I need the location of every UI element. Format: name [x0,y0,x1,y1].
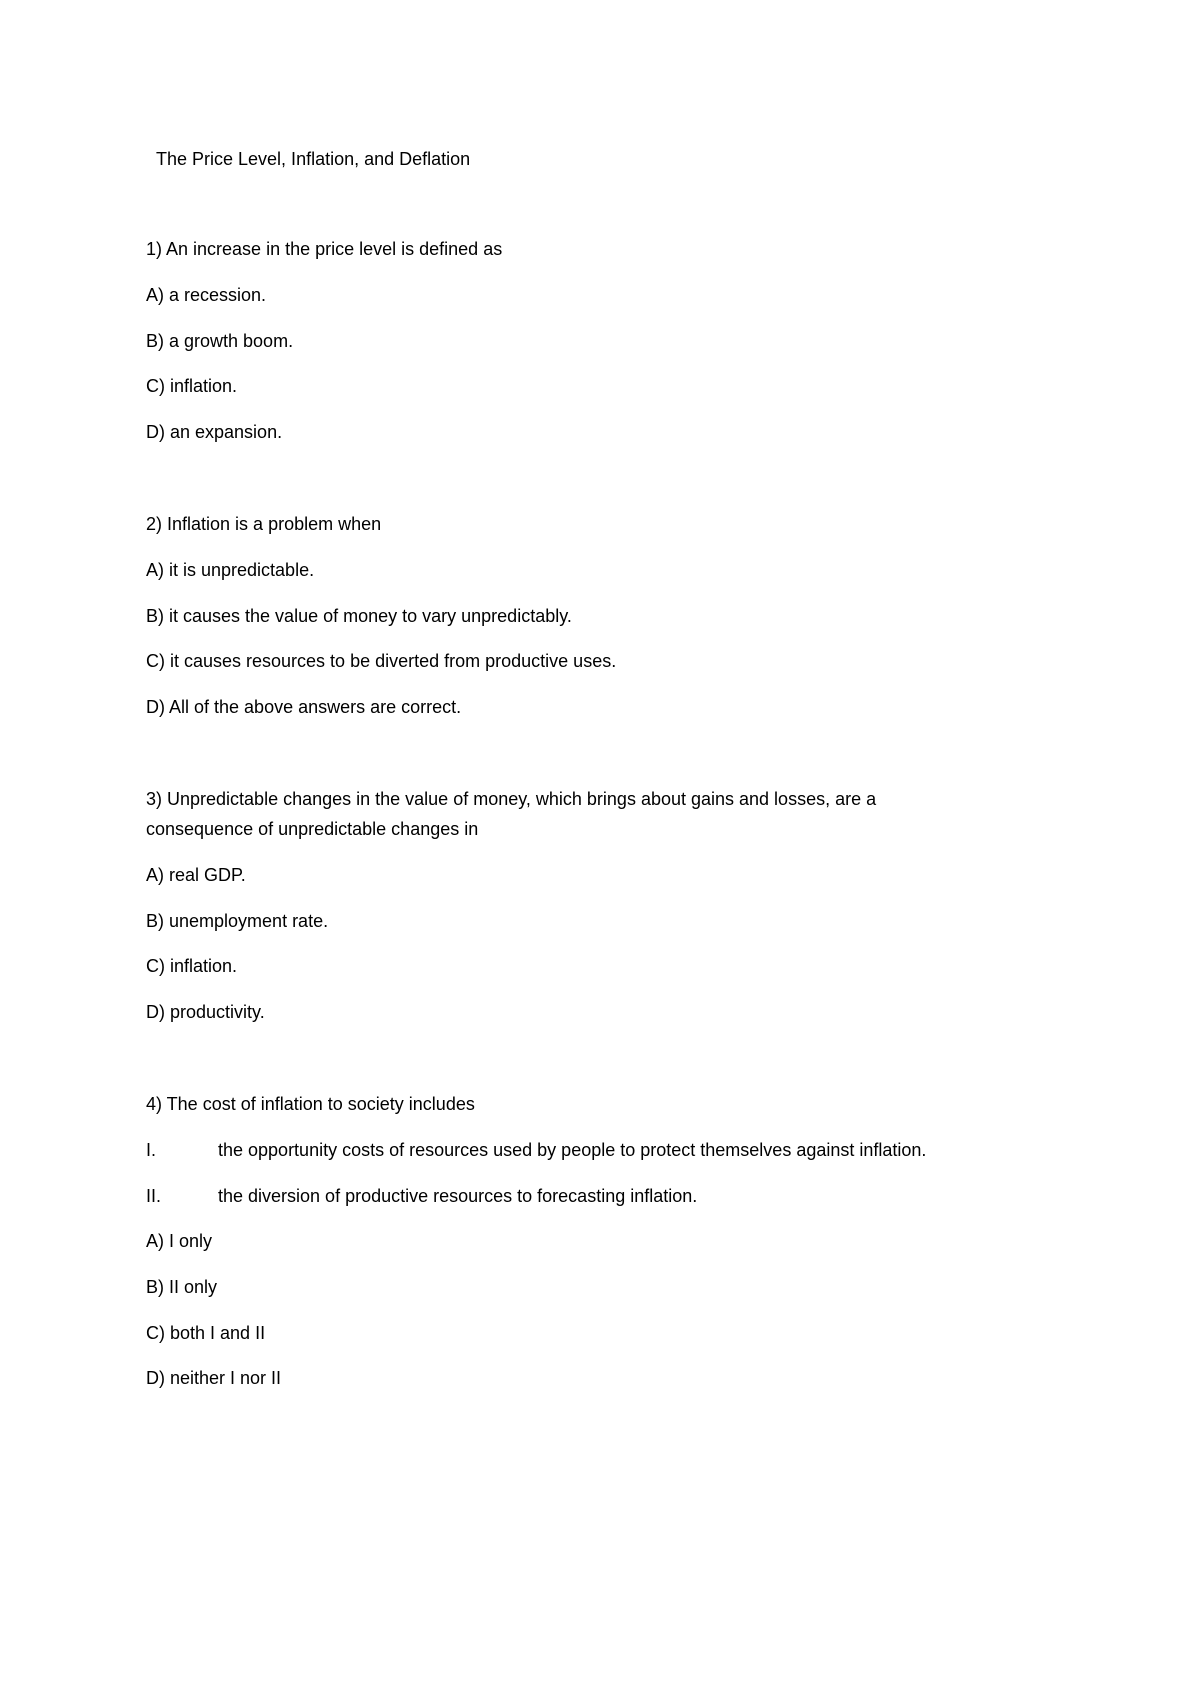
question-4-option-c: C) both I and II [146,1323,266,1343]
question-1-stem: 1) An increase in the price level is defined as [146,239,503,259]
question-4-option-a: A) I only [146,1231,213,1251]
question-4-statement-1-text: the opportunity costs of resources used by people to protect themselves against inflation. [218,1140,927,1160]
question-2-stem: 2) Inflation is a problem when [146,514,382,534]
question-2-option-c: C) it causes resources to be diverted from productive uses. [146,651,617,671]
question-4-statement-2-number: II. [146,1186,162,1206]
question-3-option-b: B) unemployment rate. [146,911,329,931]
question-3-option-d: D) productivity. [146,1002,265,1022]
question-4-option-d: D) neither I nor II [146,1368,282,1388]
question-4-statement-2-text: the diversion of productive resources to forecasting inflation. [218,1186,698,1206]
question-4-option-b: B) II only [146,1277,218,1297]
question-1-option-b: B) a growth boom. [146,331,294,351]
question-2-option-a: A) it is unpredictable. [146,560,315,580]
question-4-statement-1-number: I. [146,1140,157,1160]
question-3-option-c: C) inflation. [146,956,238,976]
question-2-option-d: D) All of the above answers are correct. [146,697,462,717]
question-3-option-a: A) real GDP. [146,865,246,885]
question-3-stem-line-1: 3) Unpredictable changes in the value of money, which brings about gains and losses, are a [146,789,877,809]
question-2-option-b: B) it causes the value of money to vary unpredictably. [146,606,572,626]
question-1-option-a: A) a recession. [146,285,267,305]
question-3-stem-line-2: consequence of unpredictable changes in [146,819,479,839]
question-1-option-d: D) an expansion. [146,422,283,442]
question-4-stem: 4) The cost of inflation to society includes [146,1094,475,1114]
document-title: The Price Level, Inflation, and Deflation [156,149,471,169]
question-1-option-c: C) inflation. [146,376,238,396]
